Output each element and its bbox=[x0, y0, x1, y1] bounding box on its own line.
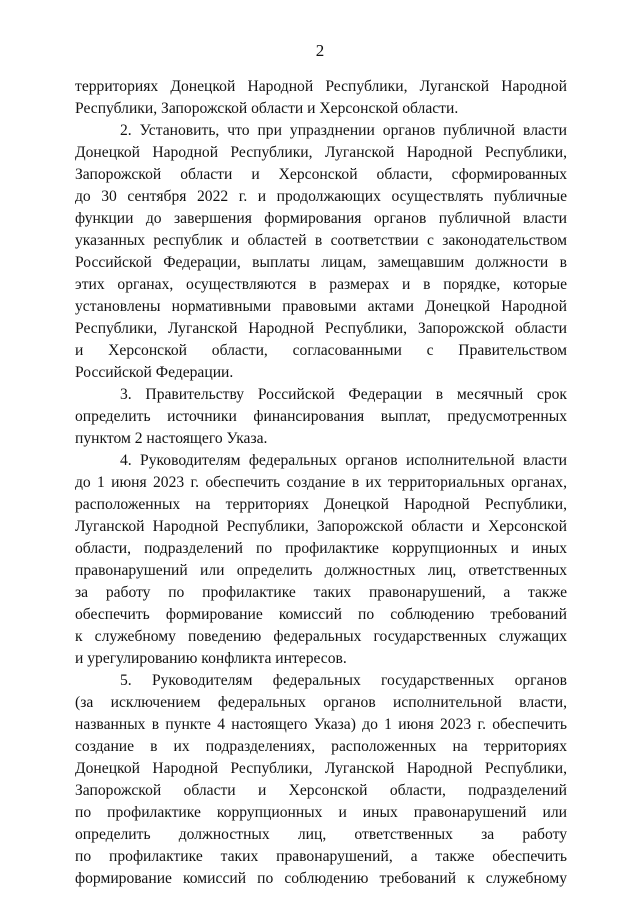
text-line: по профилактике коррупционных и иных правонарушений или bbox=[75, 804, 567, 821]
text-line: и Херсонской области, согласованными с Правительством bbox=[75, 342, 567, 359]
text-line: Республики, Запорожской области и Херсонской области. bbox=[75, 100, 459, 117]
text-line: Республики, Луганской Народной Республики, Запорожской области bbox=[75, 320, 567, 337]
text-line: территориях Донецкой Народной Республики, Луганской Народной bbox=[75, 78, 567, 95]
text-line: за работу по профилактике таких правонарушений, а также bbox=[75, 584, 567, 601]
text-line: Запорожской области и Херсонской области, сформированных bbox=[75, 166, 567, 183]
text-line: Российской Федерации. bbox=[75, 364, 234, 381]
text-line: до 30 сентября 2022 г. и продолжающих осуществлять публичные bbox=[75, 188, 567, 205]
text-line: функции до завершения формирования органов публичной власти bbox=[75, 210, 567, 227]
text-line: Российской Федерации, выплаты лицам, замещавшим должности в bbox=[75, 254, 567, 271]
document-body bbox=[75, 76, 567, 890]
text-line: Донецкой Народной Республики, Луганской Народной Республики, bbox=[75, 760, 567, 777]
text-line: до 1 июня 2023 г. обеспечить создание в их территориальных органах, bbox=[75, 474, 567, 491]
text-line: 3. Правительству Российской Федерации в месячный срок bbox=[120, 386, 567, 403]
text-line: по профилактике таких правонарушений, а также обеспечить bbox=[75, 848, 567, 865]
text-line: этих органах, осуществляются в размерах и в порядке, которые bbox=[75, 276, 567, 293]
text-line: установлены нормативными правовыми актами Донецкой Народной bbox=[75, 298, 567, 315]
text-line: формирование комиссий по соблюдению требований к служебному bbox=[75, 870, 567, 887]
text-line: названных в пункте 4 настоящего Указа) до 1 июня 2023 г. обеспечить bbox=[75, 716, 567, 733]
text-line: расположенных на территориях Донецкой Народной Республики, bbox=[75, 496, 567, 513]
text-line: области, подразделений по профилактике коррупционных и иных bbox=[75, 540, 567, 557]
text-line: Запорожской области и Херсонской области, подразделений bbox=[75, 782, 567, 799]
text-line: 2. Установить, что при упразднении органов публичной власти bbox=[120, 122, 567, 139]
text-line: определить источники финансирования выплат, предусмотренных bbox=[75, 408, 567, 425]
text-line: Луганской Народной Республики, Запорожской области и Херсонской bbox=[75, 518, 567, 535]
text-line: Донецкой Народной Республики, Луганской Народной Республики, bbox=[75, 144, 567, 161]
text-line: и урегулированию конфликта интересов. bbox=[75, 650, 347, 667]
text-line: создание в их подразделениях, расположенных на территориях bbox=[75, 738, 567, 755]
text-line: 5. Руководителям федеральных государственных органов bbox=[120, 672, 567, 689]
text-line: указанных республик и областей в соответствии с законодательством bbox=[75, 232, 567, 249]
text-line: (за исключением федеральных органов исполнительной власти, bbox=[75, 694, 567, 711]
text-line: к служебному поведению федеральных государственных служащих bbox=[75, 628, 567, 645]
page-number: 2 bbox=[315, 41, 325, 60]
text-line: пунктом 2 настоящего Указа. bbox=[75, 430, 268, 447]
text-line: 4. Руководителям федеральных органов исполнительной власти bbox=[120, 452, 567, 469]
text-line: обеспечить формирование комиссий по соблюдению требований bbox=[75, 606, 567, 623]
text-line: правонарушений или определить должностных лиц, ответственных bbox=[75, 562, 567, 579]
text-line: определить должностных лиц, ответственных за работу bbox=[75, 826, 567, 843]
